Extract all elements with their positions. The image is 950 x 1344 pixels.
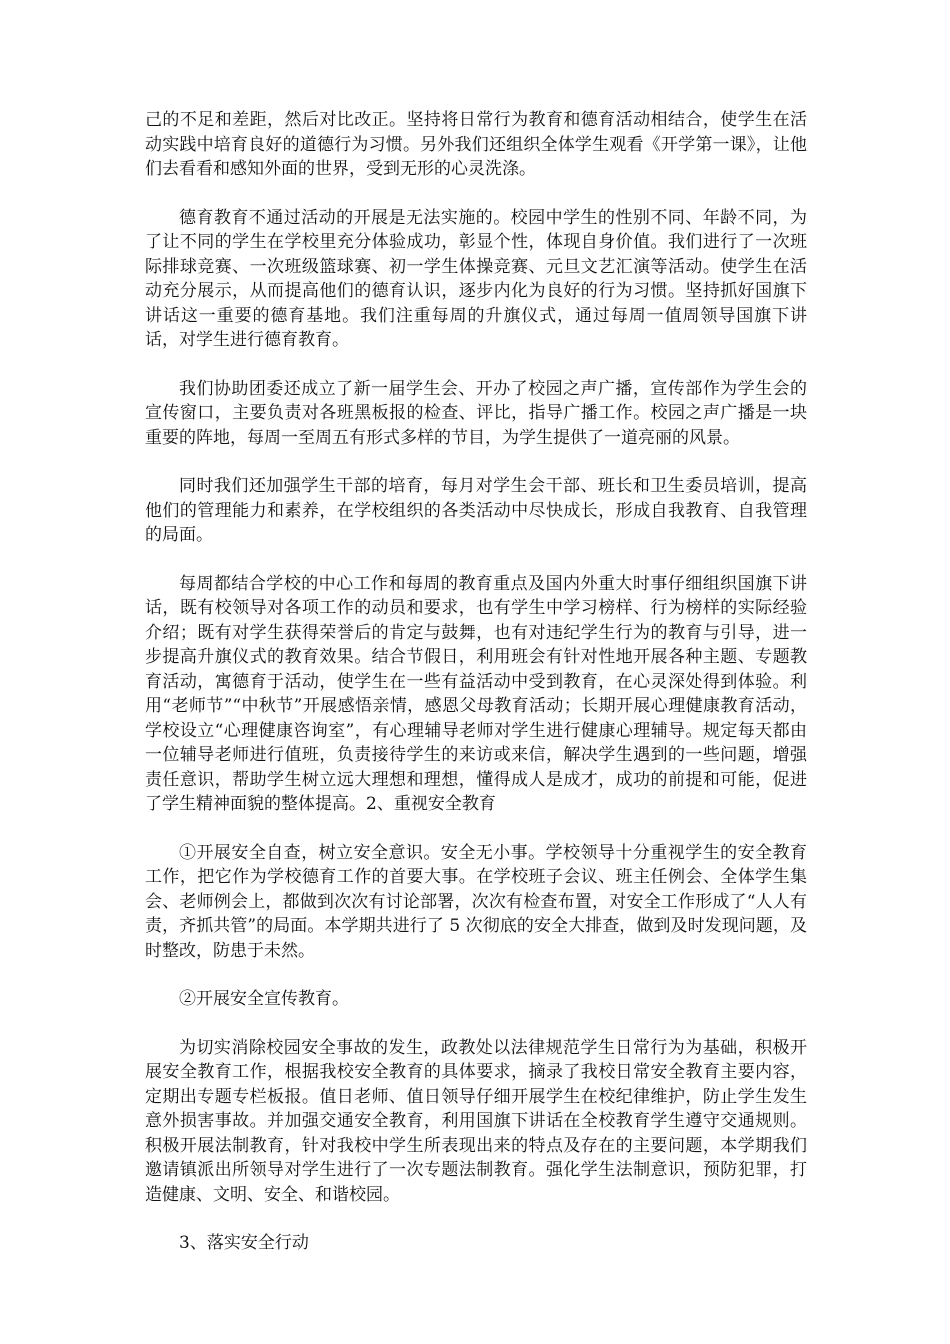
paragraph-flag-speech: 每周都结合学校的中心工作和每周的教育重点及国内外重大时事仔细组织国旗下讲话，既有校领导对各项工作的动员和要求，也有学生中学习榜样、行为榜样的实际经验介绍；既有对学生获得荣誉后的肯定与鼓舞，也有对违纪学生行为的教育与引导，进一步提高升旗仪式的教育效果。结合节假日，利用班会有针对性地开展各种主题、专题教育活动，寓德育于活动，使学生在一些有益活动中受到教育，在心灵深处得到体验。利用“老师节”“中秋节”开展感悟亲情，感恩父母教育活动；长期开展心理健康教育活动，学校设立“心理健康咨询室”，有心理辅导老师对学生进行健康心理辅导。规定每天都由一位辅导老师进行值班，负责接待学生的来访或来信，解决学生遇到的一些问题，增强责任意识，帮助学生树立远大理想和理想，懂得成人是成才，成功的前提和可能，促进了学生精神面貌的整体提高。2、重视安全教育 — [145, 573, 807, 814]
paragraph-activities: 德育教育不通过活动的开展是无法实施的。校园中学生的性别不同、年龄不同，为了让不同的学生在学校里充分体验成功，彰显个性，体现自身价值。我们进行了一次班际排球竞赛、一次班级篮球赛、初一学生体操竞赛、元旦文艺汇演等活动。使学生在活动充分展示，从而提高他们的德育认识，逐步内化为良好的行为习惯。坚持抓好国旗下讲话这一重要的德育基地。我们注重每周的升旗仪式，通过每周一值周领导国旗下讲话，对学生进行德育教育。 — [145, 207, 807, 350]
paragraph-student-union: 我们协助团委还成立了新一届学生会、开办了校园之声广播，宣传部作为学生会的宣传窗口，主要负责对各班黑板报的检查、评比，指导广播工作。校园之声广播是一块重要的阵地，每周一至周五有形式多样的节目，为学生提供了一道亮丽的风景。 — [145, 378, 807, 448]
heading-safety-publicity: ②开展安全宣传教育。 — [179, 989, 349, 1009]
document-page — [145, 108, 807, 1280]
paragraph-safety-education: 为切实消除校园安全事故的发生，政教处以法律规范学生日常行为为基础，积极开展安全教育工作，根据我校安全教育的具体要求，摘录了我校日常安全教育主要内容，定期出专题专栏板报。值日老师、值日领导仔细开展学生在校纪律维护，防止学生发生意外损害事故。并加强交通安全教育，利用国旗下讲话在全校教育学生遵守交通规则。积极开展法制教育，针对我校中学生所表现出来的特点及存在的主要问题，本学期我们邀请镇派出所领导对学生进行了一次专题法制教育。强化学生法制意识，预防犯罪，打造健康、文明、安全、和谐校园。 — [145, 1037, 807, 1205]
paragraph-cadre-training: 同时我们还加强学生干部的培育，每月对学生会干部、班长和卫生委员培训，提高他们的管理能力和素养，在学校组织的各类活动中尽快成长，形成自我教育、自我管理的局面。 — [145, 476, 807, 545]
paragraph-continuation: 己的不足和差距，然后对比改正。坚持将日常行为教育和德育活动相结合，使学生在活动实践中培育良好的道德行为习惯。另外我们还组织全体学生观看《开学第一课》，让他们去看看和感知外面的世界，受到无形的心灵洗涤。 — [145, 110, 807, 179]
heading-safety-action: 3、落实安全行动 — [179, 1233, 309, 1253]
paragraph-safety-check: ①开展安全自查，树立安全意识。安全无小事。学校领导十分重视学生的安全教育工作，把它作为学校德育工作的首要大事。在学校班子会议、班主任例会、全体学生集会、老师例会上，都做到次次有讨论部署，次次有检查布置，对安全工作形成了“人人有责，齐抓共管”的局面。本学期共进行了 5 次彻底的安全大排查，做到及时发现问题，及时整改，防患于未然。 — [145, 842, 807, 961]
